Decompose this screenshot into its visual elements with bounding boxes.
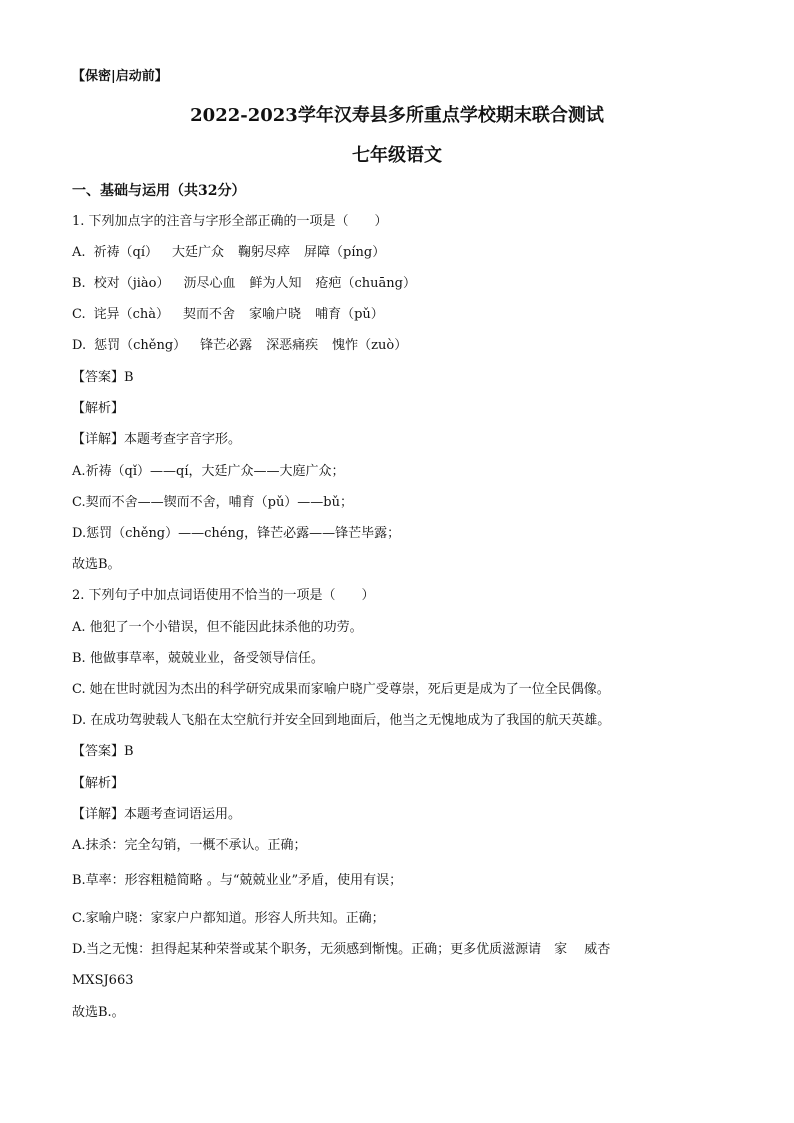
option-item: 哺育（pǔ） <box>315 307 384 322</box>
q2-option-c: C. 她在世时就因为杰出的科学研究成果而家喻户晓广受尊崇，死后更是成为了一位全民偶像。 <box>72 682 610 697</box>
q1-option-c <box>72 306 732 324</box>
exam-subtitle: 七年级语文 <box>352 145 442 166</box>
q2-explain-d-cont: MXSJ663 <box>72 973 134 988</box>
q1-option-d <box>72 337 732 355</box>
option-item: 锋芒必露 <box>200 338 253 353</box>
q2-explain-c: C.家喻户晓：家家户户都知道。形容人所共知。正确； <box>72 911 385 926</box>
q1-answer: 【答案】B <box>72 370 134 385</box>
q1-stem: 1. 下列加点字的注音与字形全部正确的一项是（ ） <box>72 214 388 229</box>
exam-title: 2022-2023学年汉寿县多所重点学校期末联合测试 <box>190 105 604 126</box>
q1-option-b <box>72 275 732 293</box>
section-heading: 一、基础与运用（共32分） <box>72 183 246 199</box>
q2-detail: 【详解】本题考查词语运用。 <box>72 807 242 822</box>
option-item: 大廷广众 <box>172 245 225 260</box>
option-item: 鞠躬尽瘁 <box>238 245 291 260</box>
q2-option-a: A. 他犯了一个小错误，但不能因此抹杀他的功劳。 <box>72 620 363 635</box>
q2-explain-d: D.当之无愧：担得起某种荣誉或某个职务，无须感到惭愧。正确；更多优质滋源请 家 威杏 <box>72 942 611 957</box>
option-item: 鲜为人知 <box>249 276 302 291</box>
q2-option-b: B. 他做事草率，兢兢业业，备受领导信任。 <box>72 651 324 666</box>
q1-analysis-label: 【解析】 <box>72 401 125 416</box>
option-item: 诧异（chà） <box>93 307 170 322</box>
option-item: 惩罚（chěng） <box>94 338 187 353</box>
q2-stem: 2. 下列句子中加点词语使用不恰当的一项是（ ） <box>72 588 375 603</box>
q2-explain-a: A.抹杀：完全勾销，一概不承认。正确； <box>72 838 307 853</box>
q2-choose: 故选B.。 <box>72 1005 125 1020</box>
q1-choose: 故选B。 <box>72 557 121 572</box>
q2-explain-b: B.草率：形容粗糙简略 。与“兢兢业业”矛盾，使用有误； <box>72 873 403 888</box>
option-item: 家喻户晓 <box>249 307 302 322</box>
q2-option-d: D. 在成功驾驶载人飞船在太空航行并安全回到地面后，他当之无愧地成为了我国的航天英雄。 <box>72 713 611 728</box>
option-item: 屏障（píng） <box>304 245 386 260</box>
option-label: D. <box>72 338 87 353</box>
confidential-label: 【保密|启动前】 <box>72 69 168 84</box>
q1-option-a <box>72 244 732 262</box>
option-label: C. <box>72 307 86 322</box>
q1-explain-d: D.惩罚（chěng）——chéng，锋芒必露——锋芒毕露； <box>72 526 401 541</box>
q1-explain-a: A.祈祷（qǐ）——qí，大廷广众——大庭广众； <box>72 464 345 479</box>
option-item: 沥尽心血 <box>183 276 236 291</box>
option-label: A. <box>72 245 86 260</box>
option-item: 深恶痛疾 <box>266 338 319 353</box>
q2-analysis-label: 【解析】 <box>72 776 125 791</box>
option-item: 疮疤（chuāng） <box>315 276 416 291</box>
option-item: 契而不舍 <box>183 307 236 322</box>
option-item: 校对（jiào） <box>93 276 170 291</box>
q1-explain-c: C.契而不舍——锲而不舍，哺育（pǔ）——bǔ； <box>72 495 354 510</box>
q2-answer: 【答案】B <box>72 744 134 759</box>
option-item: 祈祷（qí） <box>93 245 159 260</box>
option-item: 愧怍（zuò） <box>332 338 408 353</box>
option-label: B. <box>72 276 86 291</box>
q1-detail: 【详解】本题考查字音字形。 <box>72 432 242 447</box>
